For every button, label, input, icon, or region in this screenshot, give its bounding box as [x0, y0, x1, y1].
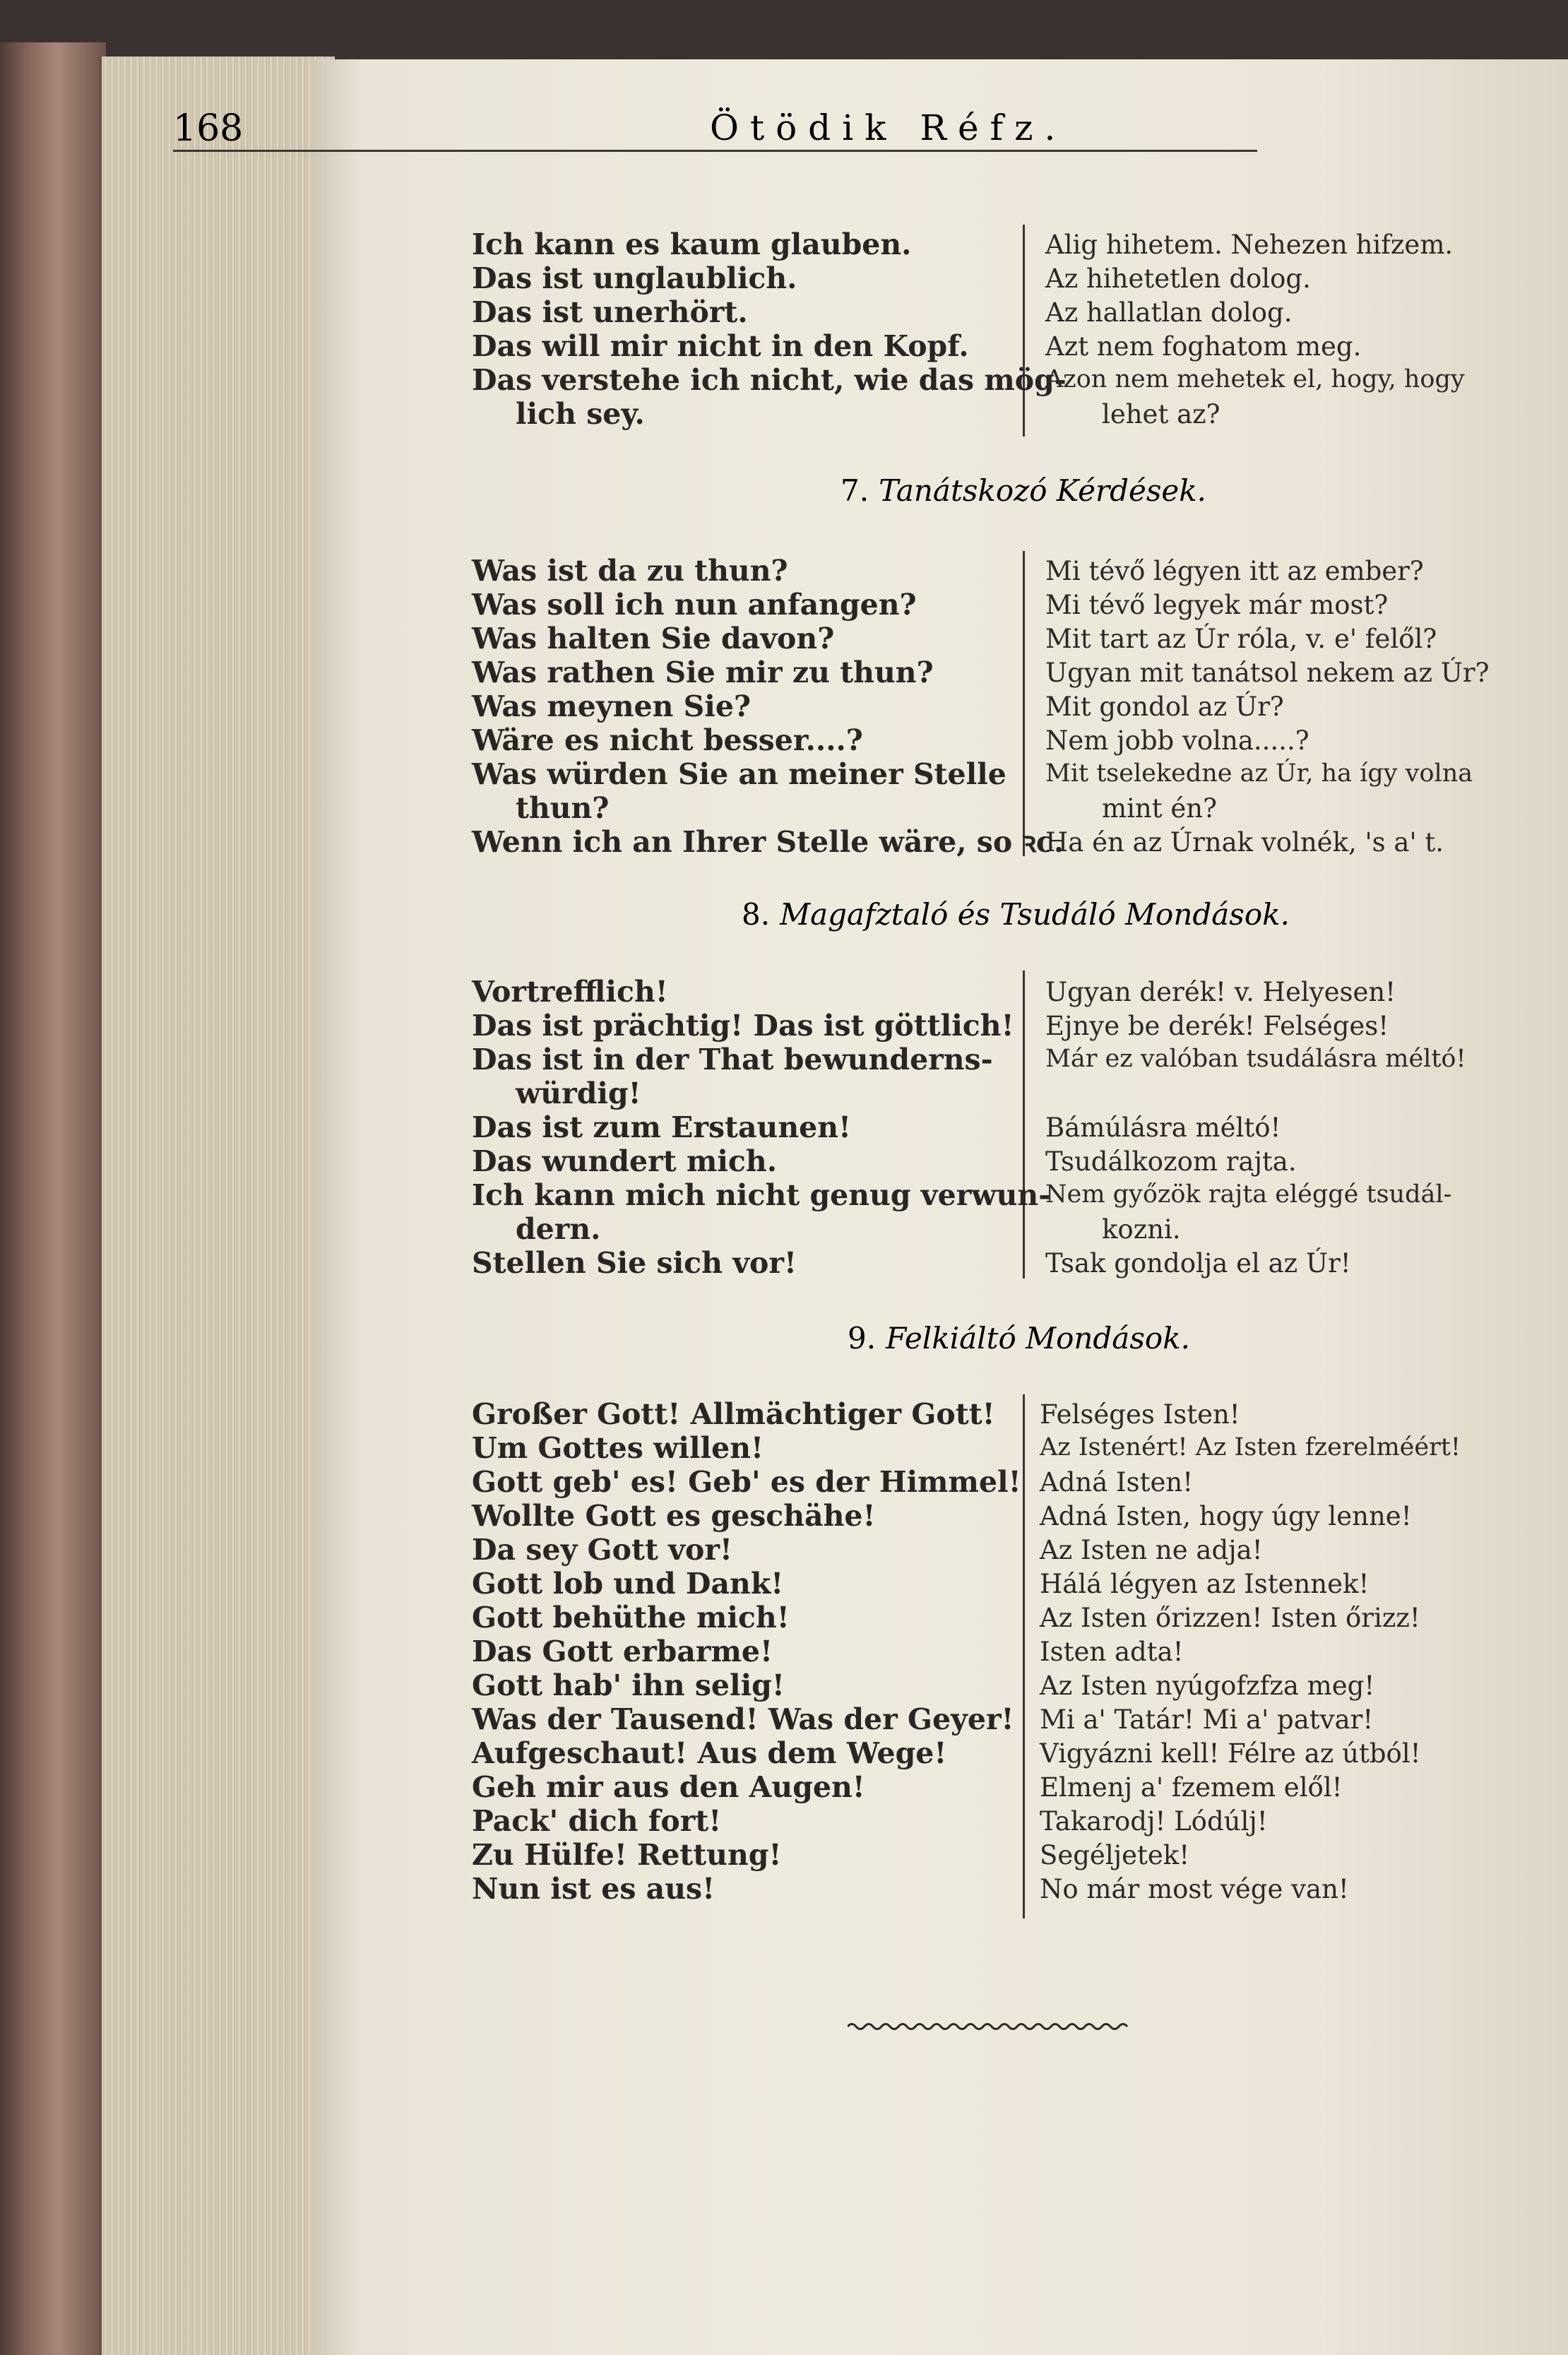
phrase-hungarian: Ha én az Úrnak volnék, 's a' t. [1045, 827, 1444, 858]
section-title-text: Felkiáltó Mondások. [886, 1321, 1190, 1356]
phrase-hungarian: Mi tévő legyek már most? [1045, 590, 1389, 620]
phrase-german: Um Gottes willen! [472, 1431, 764, 1465]
phrase-hungarian: lehet az? [1102, 399, 1220, 429]
phrase-german: würdig! [516, 1076, 641, 1110]
ornament-rule [848, 2022, 1130, 2031]
phrase-hungarian: Az Istenért! Az Isten fzerelméért! [1040, 1433, 1461, 1461]
section-7-title [841, 473, 1206, 508]
phrase-german: Das will mir nicht in den Kopf. [472, 329, 969, 363]
phrase-german: Das Gott erbarme! [472, 1635, 773, 1668]
phrase-german: Wenn ich an Ihrer Stelle wäre, so ꝛc. [472, 825, 1064, 859]
phrase-hungarian: Hálá légyen az Istennek! [1040, 1569, 1370, 1599]
phrase-hungarian: Ugyan derék! v. Helyesen! [1045, 977, 1396, 1007]
phrase-german: Was der Tausend! Was der Geyer! [472, 1702, 1014, 1736]
phrase-hungarian: Tsudálkozom rajta. [1045, 1146, 1297, 1177]
phrase-hungarian: Az hallatlan dolog. [1045, 297, 1293, 328]
phrase-german: Gott geb' es! Geb' es der Himmel! [472, 1465, 1021, 1499]
phrase-german: Was soll ich nun anfangen? [472, 588, 917, 622]
phrase-german: Das ist zum Erstaunen! [472, 1110, 852, 1144]
phrase-german: lich sey. [516, 397, 645, 431]
phrase-hungarian: Ejnye be derék! Felséges! [1045, 1011, 1389, 1041]
phrase-hungarian: Az Isten ne adja! [1040, 1535, 1263, 1565]
phrase-german: Das verstehe ich nicht, wie das mög- [472, 363, 1067, 397]
phrase-hungarian: Ugyan mit tanátsol nekem az Úr? [1045, 658, 1490, 688]
phrase-german: Was meynen Sie? [472, 689, 751, 723]
phrase-german: Was ist da zu thun? [472, 554, 788, 588]
column-divider [1023, 971, 1025, 1279]
phrase-hungarian: Takarodj! Lódúlj! [1040, 1806, 1268, 1837]
phrase-german: Aufgeschaut! Aus dem Wege! [472, 1736, 947, 1770]
phrase-german: thun? [516, 791, 610, 825]
phrase-german: Nun ist es aus! [472, 1872, 715, 1906]
phrase-hungarian: Nem jobb volna.....? [1045, 725, 1309, 756]
phrase-hungarian: Vigyázni kell! Félre az útból! [1040, 1738, 1421, 1769]
phrase-german: Großer Gott! Allmächtiger Gott! [472, 1397, 995, 1431]
phrase-hungarian: Az Isten őrizzen! Isten őrizz! [1040, 1603, 1420, 1633]
phrase-german: Da sey Gott vor! [472, 1533, 732, 1567]
section-title-text: Tanátskozó Kérdések. [879, 473, 1207, 508]
phrase-german: Geh mir aus den Augen! [472, 1770, 865, 1804]
phrase-hungarian: Tsak gondolja el az Úr! [1045, 1248, 1351, 1279]
phrase-german: Pack' dich fort! [472, 1804, 722, 1838]
phrase-hungarian: mint én? [1102, 793, 1217, 824]
phrase-german: Das ist prächtig! Das ist göttlich! [472, 1009, 1014, 1043]
section-9-title [848, 1321, 1190, 1356]
phrase-german: dern. [516, 1212, 601, 1246]
phrase-german: Wäre es nicht besser....? [472, 723, 863, 757]
phrase-hungarian: Mit gondol az Úr? [1045, 692, 1284, 722]
phrase-hungarian: No már most vége van! [1040, 1874, 1349, 1904]
section-8-title [742, 897, 1290, 932]
phrase-german: Das ist unerhört. [472, 295, 748, 329]
section-number: 8. [742, 897, 771, 932]
phrase-german: Ich kann mich nicht genug verwun- [472, 1178, 1051, 1212]
page-stack [99, 57, 335, 2355]
phrase-hungarian: Adná Isten! [1040, 1467, 1194, 1497]
phrase-hungarian: Segéljetek! [1040, 1840, 1190, 1870]
page-number: 168 [173, 107, 244, 150]
section-title-text: Magafztaló és Tsudáló Mondások. [780, 897, 1290, 932]
phrase-hungarian: Felséges Isten! [1040, 1399, 1240, 1430]
section-number: 7. [841, 473, 869, 508]
phrase-hungarian: kozni. [1102, 1214, 1181, 1245]
phrase-german: Was würden Sie an meiner Stelle [472, 757, 1006, 791]
phrase-german: Stellen Sie sich vor! [472, 1246, 797, 1280]
column-divider [1023, 225, 1025, 437]
phrase-hungarian: Nem győzök rajta eléggé tsudál- [1045, 1180, 1452, 1209]
page-header [173, 100, 1257, 152]
phrase-hungarian: Adná Isten, hogy úgy lenne! [1040, 1501, 1412, 1531]
column-divider [1023, 551, 1025, 856]
phrase-german: Was halten Sie davon? [472, 622, 835, 656]
section-number: 9. [848, 1321, 877, 1356]
phrase-german: Gott lob und Dank! [472, 1567, 784, 1601]
phrase-hungarian: Az Isten nyúgofzfza meg! [1040, 1671, 1375, 1701]
phrase-hungarian: Isten adta! [1040, 1637, 1184, 1667]
running-title: Ötödik Réfz. [710, 107, 1067, 148]
phrase-german: Wollte Gott es geschähe! [472, 1499, 876, 1533]
phrase-german: Das ist in der That bewunderns- [472, 1043, 993, 1076]
phrase-hungarian: Mit tart az Úr róla, v. e' felől? [1045, 624, 1437, 654]
phrase-hungarian: Mi tévő légyen itt az ember? [1045, 556, 1424, 586]
phrase-hungarian: Már ez valóban tsudálásra méltó! [1045, 1045, 1466, 1073]
book-edge [0, 42, 106, 2355]
phrase-hungarian: Az hihetetlen dolog. [1045, 263, 1311, 294]
phrase-german: Gott hab' ihn selig! [472, 1668, 785, 1702]
phrase-german: Was rathen Sie mir zu thun? [472, 656, 934, 689]
phrase-german: Das wundert mich. [472, 1144, 777, 1178]
phrase-german: Zu Hülfe! Rettung! [472, 1838, 782, 1872]
column-divider [1023, 1394, 1025, 1918]
phrase-german: Das ist unglaublich. [472, 261, 797, 295]
phrase-hungarian: Azt nem foghatom meg. [1045, 331, 1362, 362]
phrase-german: Ich kann es kaum glauben. [472, 227, 912, 261]
phrase-german: Gott behüthe mich! [472, 1601, 790, 1635]
phrase-hungarian: Azon nem mehetek el, hogy, hogy [1045, 365, 1465, 393]
phrase-hungarian: Alig hihetem. Nehezen hifzem. [1045, 230, 1454, 260]
phrase-hungarian: Mi a' Tatár! Mi a' patvar! [1040, 1704, 1374, 1735]
phrase-german: Vortrefflich! [472, 975, 668, 1009]
phrase-hungarian: Mit tselekedne az Úr, ha így volna [1045, 759, 1473, 788]
phrase-hungarian: Bámúlásra méltó! [1045, 1113, 1281, 1143]
phrase-hungarian: Elmenj a' fzemem elől! [1040, 1772, 1343, 1803]
